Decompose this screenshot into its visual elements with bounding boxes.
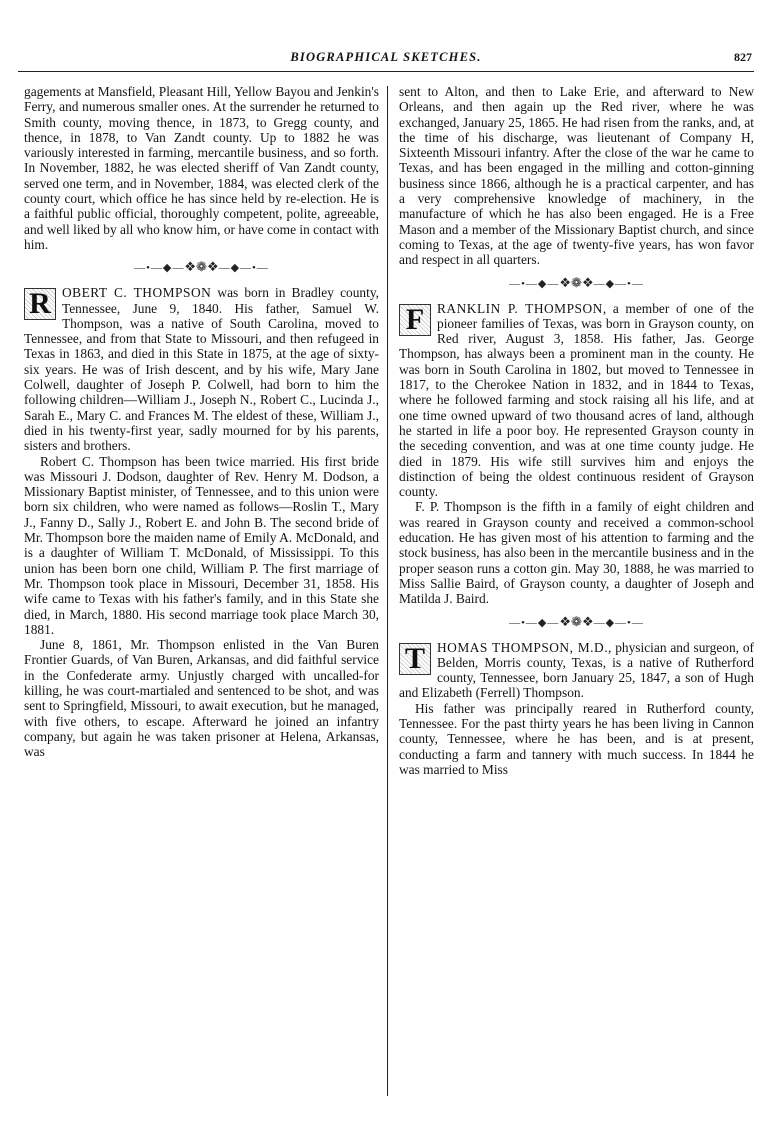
section-ornament: —•—◆—❖❁❖—◆—•—	[134, 259, 269, 275]
bio-paragraph: F. P. Thompson is the fifth in a family of eight children and was reared in Grayson county and received a common-school education. He has given most of his attention to farming and the stock business, has also been in the mercantile business and in the proper season runs a cotton gin. May 30, 1888, he was married to Miss Sallie Baird, of Grayson county, a daughter of Joseph and Matilda J. Baird.	[399, 499, 754, 607]
bio-paragraph: June 8, 1861, Mr. Thompson enlisted in the Van Buren Frontier Guards, of Van Buren, Arkansas, and did faithful service in the Confederate army. Unjustly charged with uncalled-for killing, he was court-martialed and sentenced to be shot, and was sent to Springfield, Missouri, to await execution, but he managed, with five others, to escape. Afterward he joined an infantry company, but again he was taken prisoner at Helena, Arkansas, was	[24, 637, 379, 760]
section-ornament: —•—◆—❖❁❖—◆—•—	[509, 274, 644, 290]
left-column	[24, 84, 379, 759]
continued-paragraph: sent to Alton, and then to Lake Erie, and afterward to New Orleans, and then again up the Red river, where he was exchanged, January 25, 1865. He had risen from the ranks, and, at the time of his discharge, was lieutenant of Company H, Sixteenth Missouri infantry. After the close of the war he came to Texas, and has been engaged in the milling and cotton-ginning business since 1866, although he is a practical carpenter, and has a very comprehensive knowledge of machinery, in the manufacture of which he has also been engaged. He is a Free Mason and a member of the Missionary Baptist church, and since coming to Texas, at the age of twenty-five years, has won favor and respect in all quarters.	[399, 84, 754, 268]
drop-cap-f-icon: F	[399, 304, 431, 336]
page-header	[18, 50, 754, 72]
drop-cap-r-icon: R	[24, 288, 56, 320]
running-head: BIOGRAPHICAL SKETCHES.	[290, 50, 482, 64]
bio-franklin-thompson-intro: F RANKLIN P. THOMPSON, a member of one of the pioneer families of Texas, was born in Grayson county, on Red river, August 3, 1858. His father, Jas. George Thompson, has always been a prominent man in the county. He was born in South Carolina in 1802, but moved to Tennessee in 1817, to the Cherokee Nation in 1832, and in 1844 to Texas, where he followed farming and stock raising all his life, and at one time owned upward of two thousand acres of land, although he started in life a poor boy. He represented Grayson county in the seceding convention, and was at one time county judge. He died in 1879. His wife still survives him and enjoys the distinction of being the oldest continuous resident of Grayson county.	[399, 300, 754, 500]
bio-name: RANKLIN P. THOMPSON	[437, 300, 603, 316]
bio-name: HOMAS THOMPSON, M.D.	[437, 639, 609, 655]
drop-cap-t-icon: T	[399, 643, 431, 675]
section-ornament: —•—◆—❖❁❖—◆—•—	[509, 613, 644, 629]
header-rule	[18, 71, 754, 72]
page-number: 827	[734, 50, 752, 64]
continued-paragraph: gagements at Mansfield, Pleasant Hill, Yellow Bayou and Jenkin's Ferry, and numerous smaller ones. At the surrender he returned to Smith county, moving thence, in 1873, to Gregg county, and thence, in 1878, to Van Zandt county. Up to 1882 he was variously interested in farming, mercantile business, and so forth. In November, 1882, he was elected sheriff of Van Zandt county, served one term, and in November, 1884, was elected clerk of the county court, which office he has since held by re-election. He is a faithful public official, thoroughly competent, polite, agreeable, and well liked by all who know him, or have come in contact with him.	[24, 84, 379, 252]
right-column	[399, 84, 754, 777]
bio-robert-thompson-intro: R OBERT C. THOMPSON was born in Bradley county, Tennessee, June 9, 1840. His father, Samuel W. Thompson, was a native of South Carolina, moved to Tennessee, and from that State to Missouri, and then refugeed in Texas in 1863, and died in this State in 1875, at the age of sixty-six years. He was of Irish descent, and by his wife, Mary Jane Colwell, daughter of Joseph P. Colwell, had born to him the following children—William J., Joseph N., Robert C., Lucinda J., Sarah E., Mary C. and Frances M. The eldest of these, William J., died in his twenty-first year, sadly mourned for by his parents, sisters and brothers.	[24, 285, 379, 454]
column-divider	[387, 86, 388, 1096]
bio-paragraph: Robert C. Thompson has been twice married. His first bride was Missouri J. Dodson, daughter of Rev. Henry M. Dodson, a Missionary Baptist minister, of Tennessee, and to this union were born six children, who were named as follows—Roslin T., Mary J., Fanny D., Sally J., Robert E. and John B. The second bride of Mr. Thompson bore the maiden name of Emily A. McDonald, and is a daughter of William T. McDonald, of Mississippi. To this union has been born one child, William P. The first marriage of Mr. Thompson took place in Missouri, December 31, 1858. His wife came to Texas with his father's family, and in this State she died, in March, 1880. His second marriage took place March 30, 1881.	[24, 453, 379, 637]
bio-name: OBERT C. THOMPSON	[62, 285, 212, 301]
bio-thomas-thompson-intro: T HOMAS THOMPSON, M.D., physician and surgeon, of Belden, Morris county, Texas, is a native of Rutherford county, Tennessee, born January 25, 1847, a son of Hugh and Elizabeth (Ferrell) Thompson.	[399, 639, 754, 701]
bio-paragraph: His father was principally reared in Rutherford county, Tennessee. For the past thirty years he has been living in Cannon county, Tennessee, where he has been, and is at present, conducting a farm and tannery with much success. In 1844 he was married to Miss	[399, 700, 754, 777]
